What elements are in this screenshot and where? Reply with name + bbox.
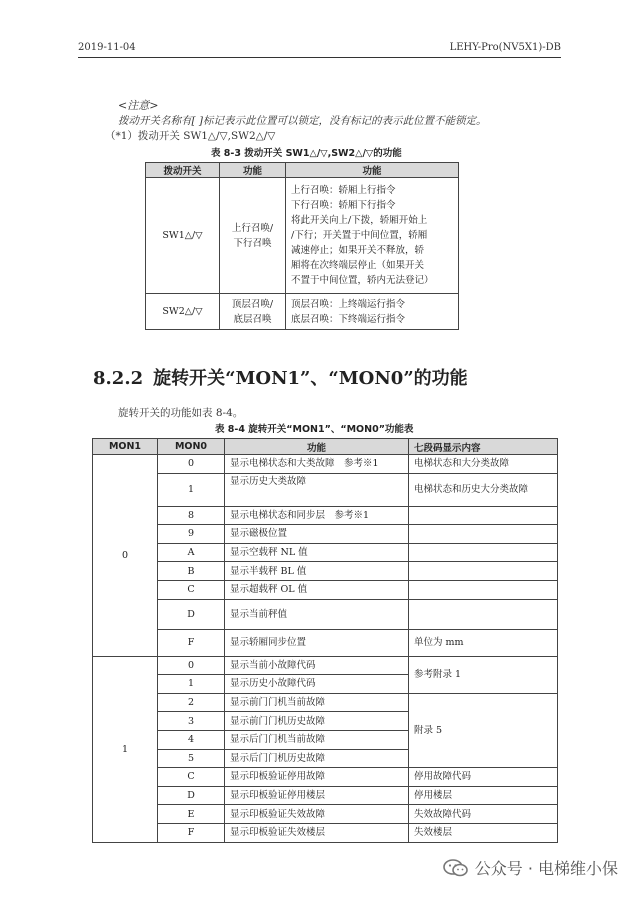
col-header: 功能 [220, 163, 286, 178]
table-row [93, 562, 558, 581]
table-row [93, 786, 558, 805]
mon0-cell: A [158, 543, 225, 562]
mon0-cell: 1 [158, 675, 225, 694]
detail-cell [286, 294, 459, 330]
func-line: 下行召唤 [233, 237, 272, 249]
disp-cell [409, 599, 558, 629]
col-header: MON1 [93, 439, 158, 455]
note-sub: （*1）拨动开关 SW1△/▽,SW2△/▽ [105, 130, 276, 142]
detail-cell [286, 178, 459, 294]
func-cell: 显示空载秤 NL 值 [225, 543, 409, 562]
detail-line: 上行召唤：轿厢上行指令 [291, 185, 396, 196]
table-header-row [146, 163, 459, 178]
mon0-cell: F [158, 823, 225, 842]
func-cell: 显示超载秤 OL 值 [225, 580, 409, 599]
col-header: 功能 [286, 163, 459, 178]
col-header: MON0 [158, 439, 225, 455]
func-cell: 显示前门门机历史故障 [225, 712, 409, 731]
mon0-cell: B [158, 562, 225, 581]
table-row [93, 525, 558, 544]
wechat-icon [443, 859, 469, 877]
mon0-cell: F [158, 629, 225, 656]
table-row [146, 294, 459, 330]
detail-line: 减速停止；如果开关不释放，轿 [291, 245, 425, 256]
detail-line: /下行；开关置于中间位置，轿厢 [291, 230, 428, 241]
disp-cell [409, 506, 558, 525]
table-row [93, 543, 558, 562]
func-cell: 显示当前小故障代码 [225, 656, 409, 675]
watermark-text: 公众号 · 电梯维小保 [474, 859, 618, 878]
header-doc-code: LEHY-Pro(NV5X1)-DB [449, 42, 561, 53]
mon0-cell: 5 [158, 749, 225, 768]
func-cell: 显示磁极位置 [225, 525, 409, 544]
mon0-cell: C [158, 580, 225, 599]
col-header: 七段码显示内容 [409, 439, 558, 455]
watermark [443, 856, 618, 879]
col-header: 功能 [225, 439, 409, 455]
disp-cell: 停用故障代码 [409, 768, 558, 787]
mon0-cell: 3 [158, 712, 225, 731]
func-line: 底层召唤 [233, 313, 272, 325]
note-title: <注意> [118, 99, 159, 112]
disp-cell-merged: 附录 5 [409, 693, 558, 767]
table-row [93, 455, 558, 474]
func-cell: 显示后门门机历史故障 [225, 749, 409, 768]
func-line: 上行召唤/ [231, 222, 274, 234]
switch-cell: SW1△/▽ [146, 178, 220, 294]
mon0-cell: 0 [158, 656, 225, 675]
mon0-cell: D [158, 599, 225, 629]
disp-cell: 失效故障代码 [409, 805, 558, 824]
table-row [93, 768, 558, 787]
disp-cell [409, 562, 558, 581]
table-row [93, 506, 558, 525]
func-cell: 显示半载秤 BL 值 [225, 562, 409, 581]
mon0-cell: 0 [158, 455, 225, 474]
table-row [93, 656, 558, 675]
section-heading [93, 364, 468, 390]
table-row [146, 178, 459, 294]
func-cell: 显示当前秤值 [225, 599, 409, 629]
func-cell: 显示电梯状态和大类故障 参考※1 [225, 455, 409, 474]
intro-text: 旋转开关的功能如表 8-4。 [118, 407, 244, 419]
disp-cell: 电梯状态和历史大分类故障 [409, 473, 558, 506]
func-cell: 显示电梯状态和同步层 参考※1 [225, 506, 409, 525]
detail-line: 下行召唤：轿厢下行指令 [291, 200, 396, 211]
table-row [93, 823, 558, 842]
func-cell: 显示历史小故障代码 [225, 675, 409, 694]
func-cell: 显示印板验证停用楼层 [225, 786, 409, 805]
mon0-cell: 2 [158, 693, 225, 712]
header-date: 2019-11-04 [78, 42, 136, 53]
detail-line: 顶层召唤：上终端运行指令 [291, 298, 406, 310]
table-8-3-caption: 表 8-3 拨动开关 SW1△/▽,SW2△/▽的功能 [211, 148, 402, 159]
func-cell [220, 294, 286, 330]
detail-line: 底层召唤：下终端运行指令 [291, 313, 406, 325]
table-row [93, 599, 558, 629]
table-row [93, 580, 558, 599]
note-text: 拨动开关名称有[ ]标记表示此位置可以锁定，没有标记的表示此位置不能锁定。 [118, 115, 487, 127]
mon0-cell: 1 [158, 473, 225, 506]
table-8-4 [92, 438, 558, 843]
disp-cell [409, 580, 558, 599]
mon0-cell: D [158, 786, 225, 805]
table-row [93, 693, 558, 712]
disp-cell: 电梯状态和大分类故障 [409, 455, 558, 474]
detail-line: 将此开关向上/下拨，轿厢开始上 [291, 215, 428, 226]
mon0-cell: 8 [158, 506, 225, 525]
disp-cell [409, 543, 558, 562]
func-cell: 显示后门门机当前故障 [225, 730, 409, 749]
disp-cell: 单位为 mm [409, 629, 558, 656]
detail-line: 不置于中间位置，轿内无法登记） [291, 275, 434, 286]
table-header-row [93, 439, 558, 455]
func-line: 顶层召唤/ [231, 298, 274, 310]
func-cell: 显示印板验证停用故障 [225, 768, 409, 787]
disp-cell [409, 525, 558, 544]
mon0-cell: 9 [158, 525, 225, 544]
section-title: 旋转开关“MON1”、“MON0”的功能 [153, 368, 468, 389]
disp-cell-merged: 参考附录 1 [409, 656, 558, 693]
mon0-cell: E [158, 805, 225, 824]
col-header: 拨动开关 [146, 163, 220, 178]
detail-line: 厢将在次终端层停止（如果开关 [291, 260, 425, 271]
mon0-cell: C [158, 768, 225, 787]
table-row [93, 629, 558, 656]
func-cell: 显示印板验证失效故障 [225, 805, 409, 824]
table-8-3 [145, 162, 459, 330]
mon1-cell: 1 [93, 656, 158, 842]
section-number: 8.2.2 [93, 368, 144, 389]
switch-cell: SW2△/▽ [146, 294, 220, 330]
func-cell: 显示前门门机当前故障 [225, 693, 409, 712]
func-cell: 显示轿厢同步位置 [225, 629, 409, 656]
disp-cell: 失效楼层 [409, 823, 558, 842]
func-cell: 显示印板验证失效楼层 [225, 823, 409, 842]
table-8-4-caption: 表 8-4 旋转开关“MON1”、“MON0”功能表 [215, 424, 414, 435]
disp-cell: 停用楼层 [409, 786, 558, 805]
header-rule [78, 57, 561, 58]
table-row [93, 473, 558, 506]
mon1-cell: 0 [93, 455, 158, 657]
func-cell: 显示历史大类故障 [225, 473, 409, 506]
table-row [93, 805, 558, 824]
func-cell [220, 178, 286, 294]
mon0-cell: 4 [158, 730, 225, 749]
